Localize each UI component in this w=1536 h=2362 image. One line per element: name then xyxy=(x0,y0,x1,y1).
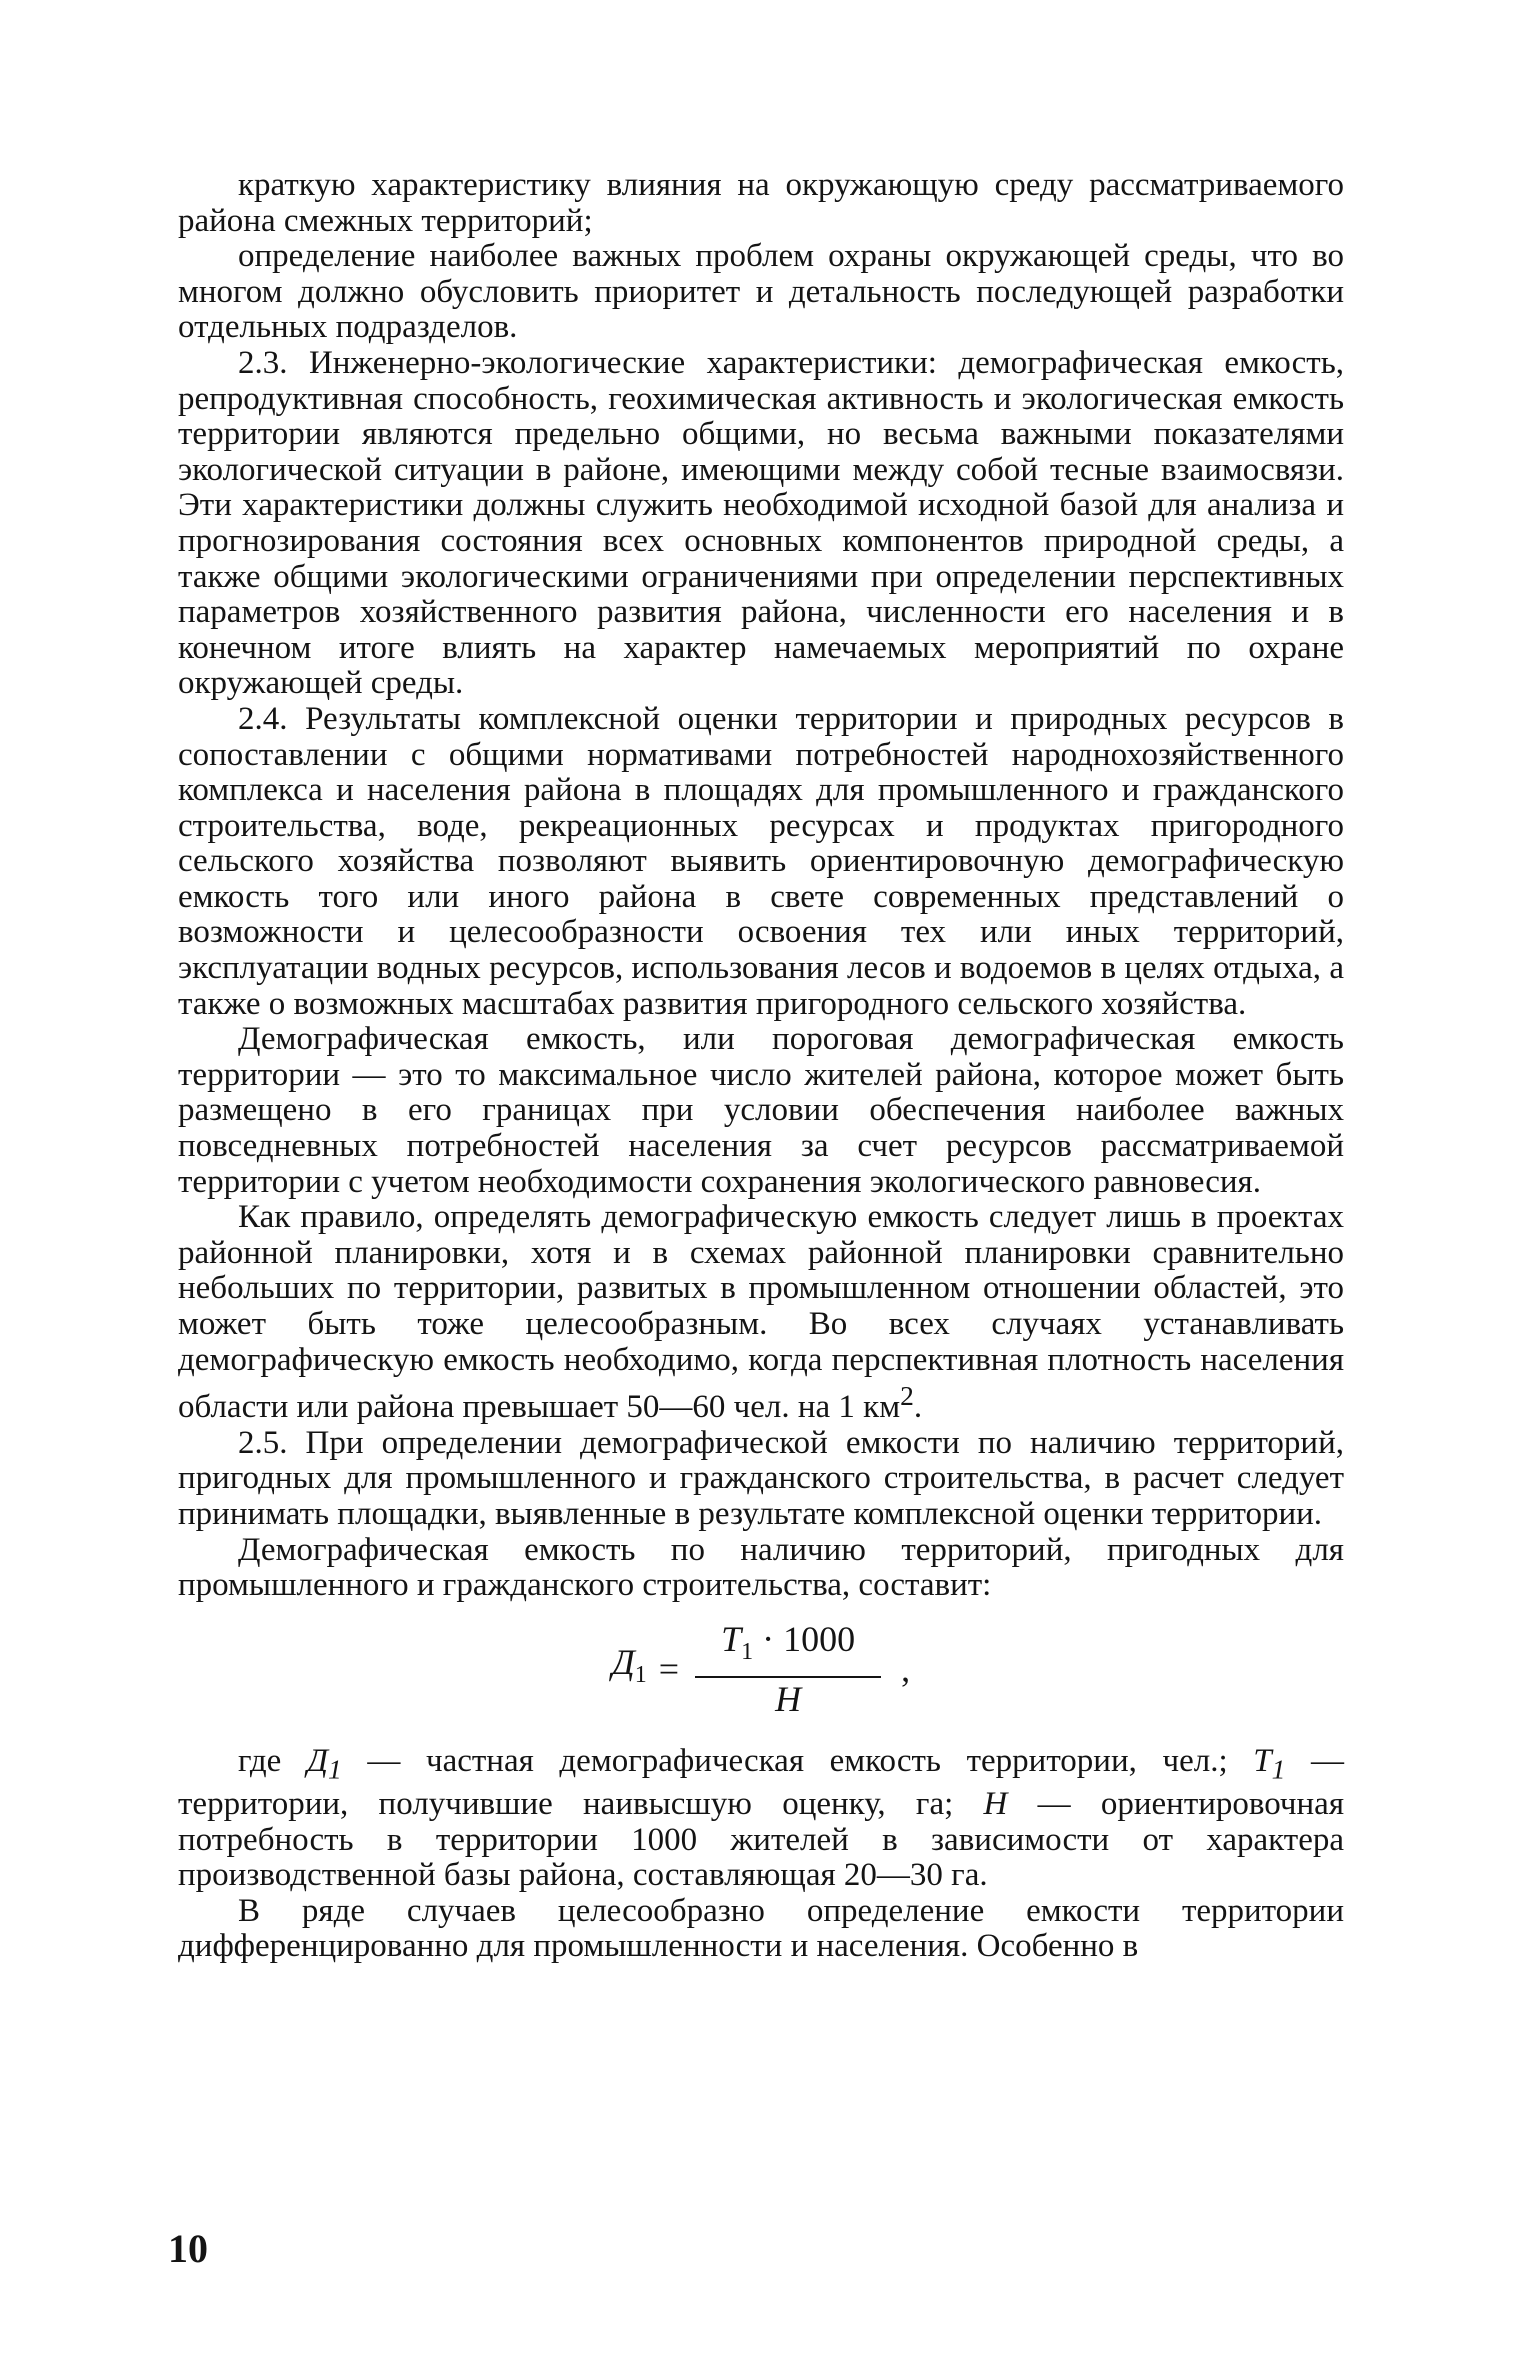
formula-equals: = xyxy=(658,1648,680,1689)
formula-num-subscript: 1 xyxy=(741,1638,754,1665)
formula-num-letter: T xyxy=(721,1618,742,1659)
paragraph-key-problems: определение наиболее важных проблем охраны окружающей среды, что во многом должно обусловить приоритет и детальность последующей разработки отдельных подразделов. xyxy=(178,238,1344,346)
paragraph-capacity-rule xyxy=(178,1200,1344,1426)
superscript-two: 2 xyxy=(900,1380,914,1412)
formula-num-rest: · 1000 xyxy=(762,1618,856,1659)
legend-symbol-t-sub: 1 xyxy=(1271,1753,1286,1785)
legend-text-t: — территории, получившие наивысшую оценку, га; xyxy=(178,1742,1345,1822)
capacity-formula xyxy=(178,1610,1344,1730)
legend-symbol-d xyxy=(306,1742,342,1785)
formula-numerator xyxy=(695,1618,881,1679)
legend-symbol-t xyxy=(1253,1742,1286,1785)
legend-symbol-d-letter: Д xyxy=(306,1742,328,1779)
legend-lead: где xyxy=(238,1742,307,1779)
formula-num-symbol xyxy=(721,1618,754,1665)
paragraph-formula-legend xyxy=(178,1744,1344,1894)
legend-symbol-h: H xyxy=(983,1785,1008,1822)
legend-text-d: — частная демографическая емкость территории, чел.; xyxy=(341,1742,1254,1779)
formula-denominator: H xyxy=(775,1679,802,1720)
body-text xyxy=(178,168,1344,1965)
paragraph-demographic-capacity-definition: Демографическая емкость, или пороговая демографическая емкость территории — это то максимальное число жителей района, которое может быть размещено в его границах при условии обеспечения наиболее важных повседневных потребностей населения за счет ресурсов рассматриваемой территории с учетом необходимости сохранения экологического равновесия. xyxy=(178,1021,1344,1200)
capacity-rule-end: . xyxy=(913,1389,923,1426)
formula-fraction xyxy=(695,1618,881,1720)
legend-symbol-t-letter: T xyxy=(1253,1742,1272,1779)
legend-text-h: — ориентировочная потребность в территории 1000 жителей в зависимости от характера производственной базы района, составляющая 20—30 га. xyxy=(178,1785,1344,1894)
capacity-rule-text: Как правило, определять демографическую емкость следует лишь в проектах районной планировки, хотя и в схемах районной планировки сравнительно небольших по территории, развитых в промышленном отношении областей, это может быть тоже целесообразным. Во всех случаях устанавливать демографическую емкость необходимо, когда перспективная плотность населения области или района превышает 50—60 чел. на 1 км xyxy=(178,1199,1344,1426)
legend-symbol-d-sub: 1 xyxy=(327,1753,342,1785)
formula-lhs-symbol: Д xyxy=(611,1642,635,1683)
formula-trailing-comma: , xyxy=(901,1648,911,1689)
paragraph-section-2-4: 2.4. Результаты комплексной оценки территории и природных ресурсов в сопоставлении с общими нормативами потребностей народнохозяйственного комплекса и населения района в площадях для промышленного и гражданского строительства, воде, рекреационных ресурсах и продуктах пригородного сельского хозяйства позволяют выявить ориентировочную демографическую емкость того или иного района в свете современных представлений о возможности и целесообразности освоения тех или иных территорий, эксплуатации водных ресурсов, использования лесов и водоемов в целях отдыха, а также о возможных масштабах развития пригородного сельского хозяйства. xyxy=(178,700,1344,1022)
formula-lhs-subscript: 1 xyxy=(634,1662,647,1689)
paragraph-section-2-5: 2.5. При определении демографической емкости по наличию территорий, пригодных для промышленного и гражданского строительства, в расчет следует принимать площадки, выявленные в результате комплексной оценки территории. xyxy=(178,1424,1344,1532)
paragraph-section-2-3: 2.3. Инженерно-экологические характеристики: демографическая емкость, репродуктивная способность, геохимическая активность и экологическая емкость территории являются предельно общими, но весьма важными показателями экологической ситуации в районе, имеющими между собой тесные взаимосвязи. Эти характеристики должны служить необходимой исходной базой для анализа и прогнозирования состояния всех основных компонентов природной среды, а также общими экологическими ограничениями при определении перспективных параметров хозяйственного развития района, численности его населения и в конечном итоге влиять на характер намечаемых мероприятий по охране окружающей среды. xyxy=(178,344,1344,702)
paragraph-formula-intro: Демографическая емкость по наличию территорий, пригодных для промышленного и гражданского строительства, составит: xyxy=(178,1531,1344,1604)
page-number: 10 xyxy=(168,2226,208,2271)
paragraph-impact-summary: краткую характеристику влияния на окружающую среду рассматриваемого района смежных территорий; xyxy=(178,167,1344,239)
formula-lhs xyxy=(611,1642,647,1694)
paragraph-differentiated-capacity: В ряде случаев целесообразно определение емкости территории дифференцированно для промышленности и населения. Особенно в xyxy=(178,1892,1344,1965)
